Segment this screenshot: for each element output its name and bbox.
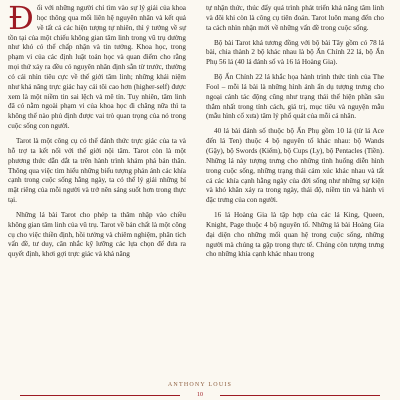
running-footer-author: ANTHONY LOUIS [167,382,233,388]
paragraph: 40 lá bài đánh số thuộc bộ Ẩn Phụ gồm 10 lá (từ lá Ace đến lá Ten) thuộc 4 bộ nguyên tố khác nhau: bộ Wands (Gậy), bộ Swords (Kiếm), bộ Cups (Ly), bộ Pentacles (Tiền). Những lá này tượng trưng cho những tình huống diễn hình trong cuộc sống, những trạng thái cảm xúc khác nhau và tất cả các khía cạnh hằng ngày của đời sống như những sự kiện và khó khăn xảy ra trong ngày, thái độ, niềm tin và hành vi đặc trưng của con người. [206,127,384,205]
page-number: 10 [197,392,203,398]
paragraph: tự nhận thức, thúc đẩy quá trình phát triển khả năng tâm linh và đôi khi còn là công cụ tiên đoán. Tarot luôn mang đến cho ta cách nhìn nhận mới về những vấn đề trong cuộc sống. [206,4,384,32]
paragraph [8,0,186,132]
left-column [8,0,186,265]
drop-cap: Đ [8,0,34,37]
paragraph: Tarot là một công cụ có thể đánh thức trực giác của ta và hỗ trợ ta kết nối với thế giới nội tâm. Tarot còn là một phương thức dẫn dắt ta trên hành trình khám phá bản thân. Thông qua việc tìm hiểu những biểu tượng phản ánh các khía cạnh trong cuộc sống hằng ngày, ta có thể lý giải những bí mật riêng của mỗi người và trở nên sáng suốt hơn trong thực tại. [8,136,186,205]
right-column [206,4,384,265]
paragraph: 16 lá Hoàng Gia là tập hợp của các lá King, Queen, Knight, Page thuộc 4 bộ nguyên tố. Những lá bài Hoàng Gia đại diện cho những mối quan hệ trong cuộc sống, những người mà chúng ta gặp trong thực tế. Chúng còn tượng trưng cho những khía cạnh khác nhau trong [206,211,384,259]
paragraph: Những lá bài Tarot cho phép ta thâm nhập vào chiều không gian tâm linh của vũ trụ. Tarot về bản chất là một công cụ cho việc thiền định, hồi tưởng và chiêm nghiệm, phân tích vấn đề, tư duy, cân nhắc kỹ lưỡng các lựa chọn để đưa ra quyết định, khơi gợi trực giác và khả năng [8,210,186,259]
paragraph: Bộ bài Tarot khá tương đồng với bộ bài Tây gồm có 78 lá bài, chia thành 2 bộ khác nhau là bộ Ẩn Chính 22 lá, bộ Ẩn Phụ 56 lá (40 lá đánh số và 16 lá Hoàng Gia). [206,38,384,67]
paragraph-text: ối với những người chỉ tìm vào sự lý giải của khoa học thông qua mối liên hệ nguyên nhân và kết quả về tất cả các hiện tượng tự nhiên, thì ý tưởng về sự tồn tại của một chiếu không gian tâm linh trong vũ trụ dường như khó có thể chấp nhận và tin tưởng. Khoa học, trong phạm vi của các định luật toán học và quan điểm cho rằng mọi thứ xảy ra đều có nguyên nhân định sẵn từ trước, thường có cái nhìn tiêu cực về thế giới tâm linh; những khái niệm như khả năng trực giác hay cái tôi cao hơn (higher-self) được xem là một niềm tin sai lệch và mê tín. Tuy nhiên, tâm linh đã có nằm ngoài phạm vi của khoa học đi chăng nữa thì ta không thể nào phủ định được vai trò quan trọng của nó trong cuộc sống con người. [8,4,186,131]
paragraph: Bộ Ẩn Chính 22 lá khắc họa hành trình thức tỉnh của The Fool – mỗi lá bài là những hình ảnh ẩn dụ tượng trưng cho ngoại cảnh tác động cũng như trạng thái thể hiện phần sâu thẳm nhất trong tính cách, giá trị, mục tiêu và nguyện mẫu (mẫu hình cổ xưa) tâm lý phổ quát của mỗi cá nhân. [206,73,384,121]
footer-rule-right [220,395,380,396]
